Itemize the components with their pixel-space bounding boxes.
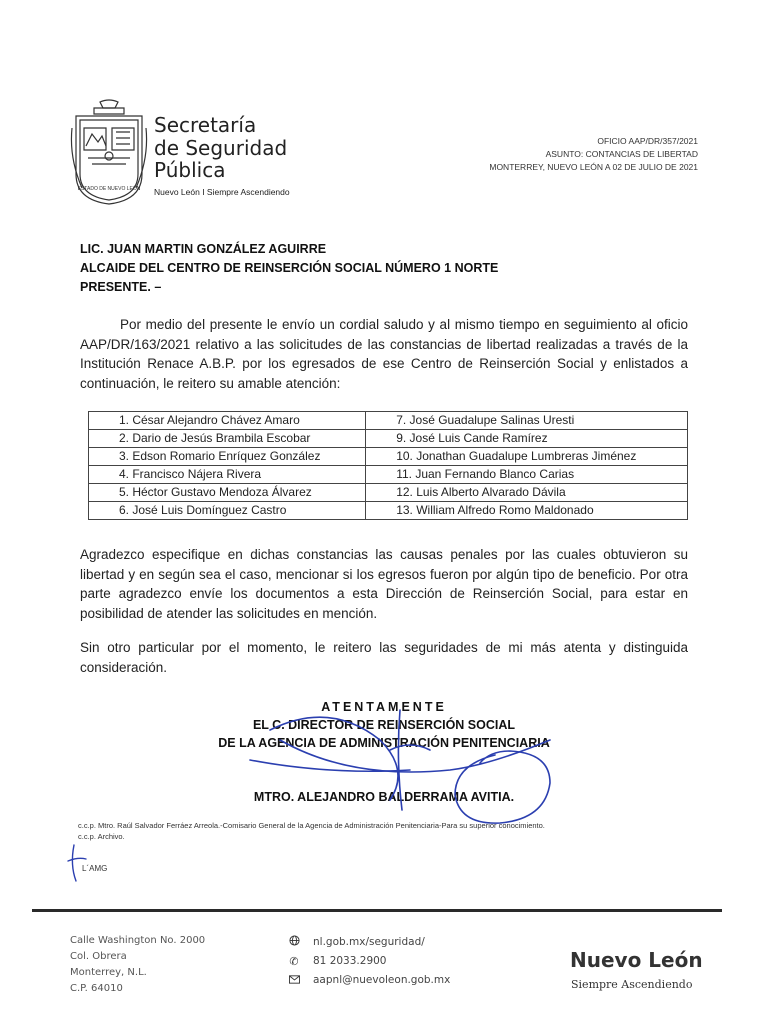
table-cell: 1. César Alejandro Chávez Amaro [89, 412, 366, 430]
table-cell: 12. Luis Alberto Alvarado Dávila [366, 484, 688, 502]
address-line: Calle Washington No. 2000 [70, 935, 206, 946]
cc-line-2: c.c.p. Archivo. [78, 832, 125, 841]
table-row [89, 448, 688, 466]
addressee-title: ALCAIDE DEL CENTRO DE REINSERCIÓN SOCIAL NÚMERO 1 NORTE [80, 261, 499, 275]
closing-paragraph: Sin otro particular por el momento, le reitero las seguridades de mi más atenta y distinguida consideración. [80, 640, 688, 675]
table-cell: 11. Juan Fernando Blanco Carias [366, 466, 688, 484]
contact-phone[interactable] [285, 952, 450, 971]
state-coat-of-arms-icon [70, 98, 148, 208]
signer-title-1: EL C. DIRECTOR DE REINSERCIÓN SOCIAL [252, 718, 516, 732]
signer-title-2: DE LA AGENCIA DE ADMINISTRACIÓN PENITENCIARIA [218, 736, 550, 750]
mail-icon [285, 971, 303, 990]
table-cell: 9. José Luis Cande Ramírez [366, 430, 688, 448]
address-line: C.P. 64010 [70, 983, 123, 994]
institution-line-2: de Seguridad [154, 135, 288, 160]
contact-email[interactable] [285, 971, 450, 990]
footer-contacts [285, 933, 450, 990]
state-logo-tagline: Siempre Ascendiendo [571, 978, 693, 991]
table-row [89, 466, 688, 484]
table-row [89, 484, 688, 502]
addressee-block [80, 240, 498, 297]
table-row [89, 412, 688, 430]
table-cell: 3. Edson Romario Enríquez González [89, 448, 366, 466]
signature-block [80, 698, 688, 752]
initials-text: L´AMG [82, 864, 108, 873]
addressee-name: LIC. JUAN MARTIN GONZÁLEZ AGUIRRE [80, 242, 327, 256]
table-cell: 2. Dario de Jesús Brambila Escobar [89, 430, 366, 448]
contact-web-text[interactable]: nl.gob.mx/seguridad/ [313, 936, 425, 948]
initials-mark [64, 843, 114, 883]
institution-name [154, 114, 287, 182]
presente: PRESENTE. – [80, 280, 162, 294]
address-line: Monterrey, N.L. [70, 967, 147, 978]
globe-icon [285, 933, 303, 952]
footer-address [70, 933, 205, 997]
attentively: ATENTAMENTE [321, 700, 447, 714]
institution-tagline: Nuevo León I Siempre Ascendiendo [154, 187, 290, 197]
table-cell: 5. Héctor Gustavo Mendoza Álvarez [89, 484, 366, 502]
table-cell: 6. José Luis Domínguez Castro [89, 502, 366, 520]
contact-email-text[interactable]: aapnl@nuevoleon.gob.mx [313, 974, 451, 986]
signer-name: MTRO. ALEJANDRO BALDERRAMA AVITIA. [253, 790, 515, 804]
subject-line: ASUNTO: CONTANCIAS DE LIBERTAD [545, 149, 698, 159]
table-cell: 4. Francisco Nájera Rivera [89, 466, 366, 484]
table-row [89, 430, 688, 448]
table-row [89, 502, 688, 520]
seal-text: ESTADO DE NUEVO LEÓN [77, 186, 141, 192]
cc-line-1: c.c.p. Mtro. Raúl Salvador Ferráez Arreola.-Comisario General de la Agencia de Administración Penitenciaria-Para su superior conocimiento. [78, 821, 545, 830]
request-paragraph: Agradezco especifique en dichas constancias las causas penales por las cuales obtuvieron su libertad y en según sea el caso, mencionar si los egresos fueron por algún tipo de beneficio. Por otra parte agradezco envíe los documentos a esta Dirección de Reinserción Social, para estar en posibilidad de atender las solicitudes en mención. [80, 547, 688, 621]
contact-phone-text[interactable]: 81 2033.2900 [313, 955, 387, 967]
egresados-table [88, 411, 688, 520]
institution-line-1: Secretaría [154, 113, 257, 137]
place-date: MONTERREY, NUEVO LEÓN A 02 DE JULIO DE 2021 [489, 162, 698, 172]
document-meta [489, 135, 698, 174]
contact-web[interactable] [285, 933, 450, 952]
state-logo-name: Nuevo León [570, 948, 703, 972]
phone-icon: ✆ [289, 955, 299, 968]
address-line: Col. Obrera [70, 951, 127, 962]
table-cell: 10. Jonathan Guadalupe Lumbreras Jiménez [366, 448, 688, 466]
oficio-number: OFICIO AAP/DR/357/2021 [597, 136, 698, 146]
intro-paragraph: Por medio del presente le envío un cordial saludo y al mismo tiempo en seguimiento al oficio AAP/DR/163/2021 relativo a las solicitudes de las constancias de libertad realizadas a través de la Institución Renace A.B.P. por los egresados de ese Centro de Reinserción Social y enlistados a continuación, le reitero su amable atención: [80, 317, 688, 391]
institution-line-3: Pública [154, 158, 226, 182]
cc-block [78, 820, 545, 842]
table-cell: 7. José Guadalupe Salinas Uresti [366, 412, 688, 430]
footer-divider [32, 909, 722, 912]
table-cell: 13. William Alfredo Romo Maldonado [366, 502, 688, 520]
